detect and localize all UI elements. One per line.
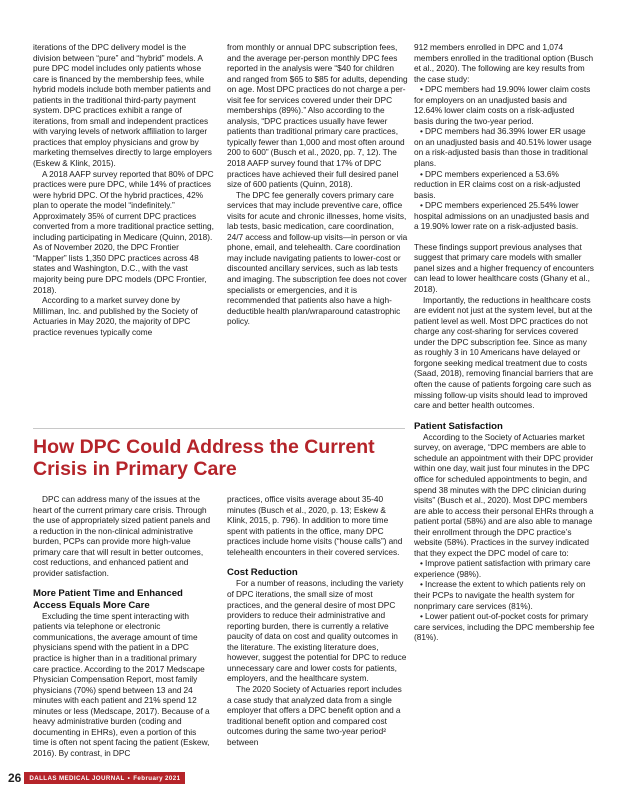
paragraph: 912 members enrolled in DPC and 1,074 members enrolled in the traditional option (Busch et al., 2020). The following are key results from the case study: bbox=[414, 42, 594, 84]
paragraph: These findings support previous analyses that suggest that primary care models with smaller panel sizes and a higher frequency of encounters can lead to lower healthcare costs (Ghany et al., 2018). bbox=[414, 241, 594, 295]
paragraph: The 2020 Society of Actuaries report includes a case study that analyzed data from a single employer that offers a DPC benefit option and a traditional benefit option and compared cost outcomes during the same two-year period² between bbox=[227, 683, 402, 747]
column-3 bbox=[414, 42, 595, 643]
paragraph: practices, office visits average about 35-40 minutes (Busch et al., 2020, p. 13; Eskew & Klink, 2015, p. 796). In addition to more time spent with patients in the office, many DPC practices include home visits (“house calls”) and telehealth encounters in their covered services. bbox=[227, 494, 403, 557]
paragraph: DPC can address many of the issues at the heart of the current primary care crisis. Through the use of appropriately sized patient panels and a reduction in the non-clinical administrative burden, PCPs can provide more high-value primary care that will result in better outcomes, cost reductions, and enhanced patient and provider satisfaction. bbox=[33, 494, 211, 578]
section-heading-patient-time: More Patient Time and Enhanced Access Equals More Care bbox=[33, 588, 183, 611]
bullet-item: • DPC members experienced 25.54% lower hospital admissions on an unadjusted basis and a 19.90% lower rate on a risk-adjusted basis. bbox=[414, 200, 589, 232]
journal-footer-bar bbox=[24, 772, 185, 784]
bullet-item: • Increase the extent to which patients rely on their PCPs to navigate the health system for nonprimary care services (81%). bbox=[414, 579, 586, 611]
section-divider bbox=[33, 428, 405, 429]
column-4 bbox=[33, 494, 214, 758]
bullet-item: • DPC members had 36.39% lower ER usage on an unadjusted basis and 40.51% lower usage on a risk-adjusted basis than those in traditional plans. bbox=[414, 126, 592, 169]
paragraph: According to the Society of Actuaries market survey, on average, “DPC members are able to schedule an appointment with their DPC provider within one day, wait just four minutes in the DPC office for scheduled appointments to begin, and spend 38 minutes with the DPC clinician during visits” (Busch et al., 2020). Most DPC members are able to access their personal EHRs through a patient portal (58%) and are also able to manage their enrollment through the DPC practice’s website (58%). Practices in the survey indicated that they expect the DPC model of care to: bbox=[414, 431, 594, 558]
paragraph: Importantly, the reductions in healthcare costs are evident not just at the system level, but at the patient level as well. Most DPC practices do not charge any cost-sharing for services covered under the DPC subscription fee. Since as many as roughly 3 in 10 Americans have delayed or forgone seeking medical treatment due to costs (Saad, 2018), removing financial barriers that are often the cause of patients forgoing care such as missing follow-up visits should lead to improved care and better health outcomes. bbox=[414, 294, 594, 411]
journal-name: DALLAS MEDICAL JOURNAL bbox=[29, 774, 125, 782]
paragraph: For a number of reasons, including the variety of DPC iterations, the small size of most practices, and the general desire of most DPC providers to reduce their administrative and reporting burden, there is currently a relative paucity of data on cost and quality outcomes in the literature. The existing literature does, however, suggest the potential for DPC to reduce unnecessary care and lower costs for patients, employers, and the healthcare system. bbox=[227, 578, 407, 684]
column-1 bbox=[33, 42, 214, 337]
bullet-item: • DPC members had 19.90% lower claim costs for employers on an unadjusted basis and 12.64% lower claim costs on a risk-adjusted basis during the two-year period. bbox=[414, 84, 591, 126]
section-heading-cost-reduction: Cost Reduction bbox=[227, 567, 298, 579]
paragraph: from monthly or annual DPC subscription fees, and the average per-person monthly DPC fees reported in the analysis were “$40 for children and ranged from $65 to $85 for adults, depending on age. Most DPC practices do not charge a per-visit fee for services covered under their DPC memberships (89%).” Also according to the analysis, “DPC practices usually have fewer patients than traditional primary care practices, typically fewer than 1,000 and most often around 200 to 600” (Busch et al., 2020, pp. 7, 12). The 2018 AAFP survey found that 17% of DPC practices have achieved their full desired panel size of 600 patients (Quinn, 2018). bbox=[227, 42, 408, 190]
section-heading-patient-satisfaction: Patient Satisfaction bbox=[414, 420, 503, 432]
paragraph: iterations of the DPC delivery model is the division between “pure” and “hybrid” models. A pure DPC model includes only patients whose care is financed by the membership fees, while hybrid models include both member patients and patients in the traditional third-party payment system. DPC practices exhibit a range of iterations, from small and independent practices with varying levels of network affiliation to larger practices that employ physicians and grow by marketing themselves directly to large employers (Eskew & Klink, 2015). bbox=[33, 42, 212, 169]
page-number: 26 bbox=[8, 771, 22, 785]
bullet-item: • Lower patient out-of-pocket costs for primary care services, including the DPC membership fee (81%). bbox=[414, 611, 595, 643]
page-footer bbox=[8, 771, 185, 785]
footer-separator: • bbox=[127, 774, 131, 782]
paragraph: Excluding the time spent interacting with patients via telephone or electronic communications, the average amount of time physicians spend with the patient in a DPC practice is higher than in a traditional primary care practice. According to the 2017 Medscape Physician Compensation Report, most family physicians (70%) spend between 13 and 24 minutes with each patient and 21% spend 12 minutes or less (Medscape, 2017). Because of a heavy administrative burden (coding and documenting in EHRs), even a portion of this time is often not spent facing the patient (Eskew, 2016). By contrast, in DPC bbox=[33, 610, 210, 758]
paragraph: According to a market survey done by Milliman, Inc. and published by the Society of Actuaries in May 2020, the majority of DPC practice revenues typically come bbox=[33, 295, 198, 337]
column-2 bbox=[227, 42, 408, 327]
issue-date: February 2021 bbox=[133, 774, 181, 782]
column-5 bbox=[227, 494, 408, 747]
paragraph: A 2018 AAFP survey reported that 80% of DPC practices were pure DPC, while 14% of practices were hybrid DPC. Of the hybrid practices, 42% plan to operate the model “indefinitely.” Approximately 35% of current DPC practices converted from a more traditional practice setting, including participating in Medicare (Quinn, 2018). As of November 2020, the DPC Frontier “Mapper” lists 1,350 DPC practices across 48 states and Washington, D.C., with the vast majority being pure DPC models (DPC Frontier, 2018). bbox=[33, 168, 214, 295]
bullet-item: • Improve patient satisfaction with primary care experience (98%). bbox=[414, 558, 591, 579]
paragraph: The DPC fee generally covers primary care services that may include preventive care, office visits for acute and chronic illnesses, home visits, lab tests, basic medication, care coordination, 24/7 access and follow-up visits—in person or via phone, email, and telehealth. Care coordination may include navigating patients to lower-cost or discounted ancillary services, such as lab tests and imaging. The subscription fee does not cover specialists or emergencies, and it is recommended that patients also have a high-deductible health plan/wraparound catastrophic policy. bbox=[227, 189, 408, 327]
article-headline: How DPC Could Address the Current Crisis in Primary Care bbox=[33, 436, 375, 480]
bullet-item: • DPC members experienced a 53.6% reduction in ER claims cost on a risk-adjusted basis. bbox=[414, 168, 581, 200]
